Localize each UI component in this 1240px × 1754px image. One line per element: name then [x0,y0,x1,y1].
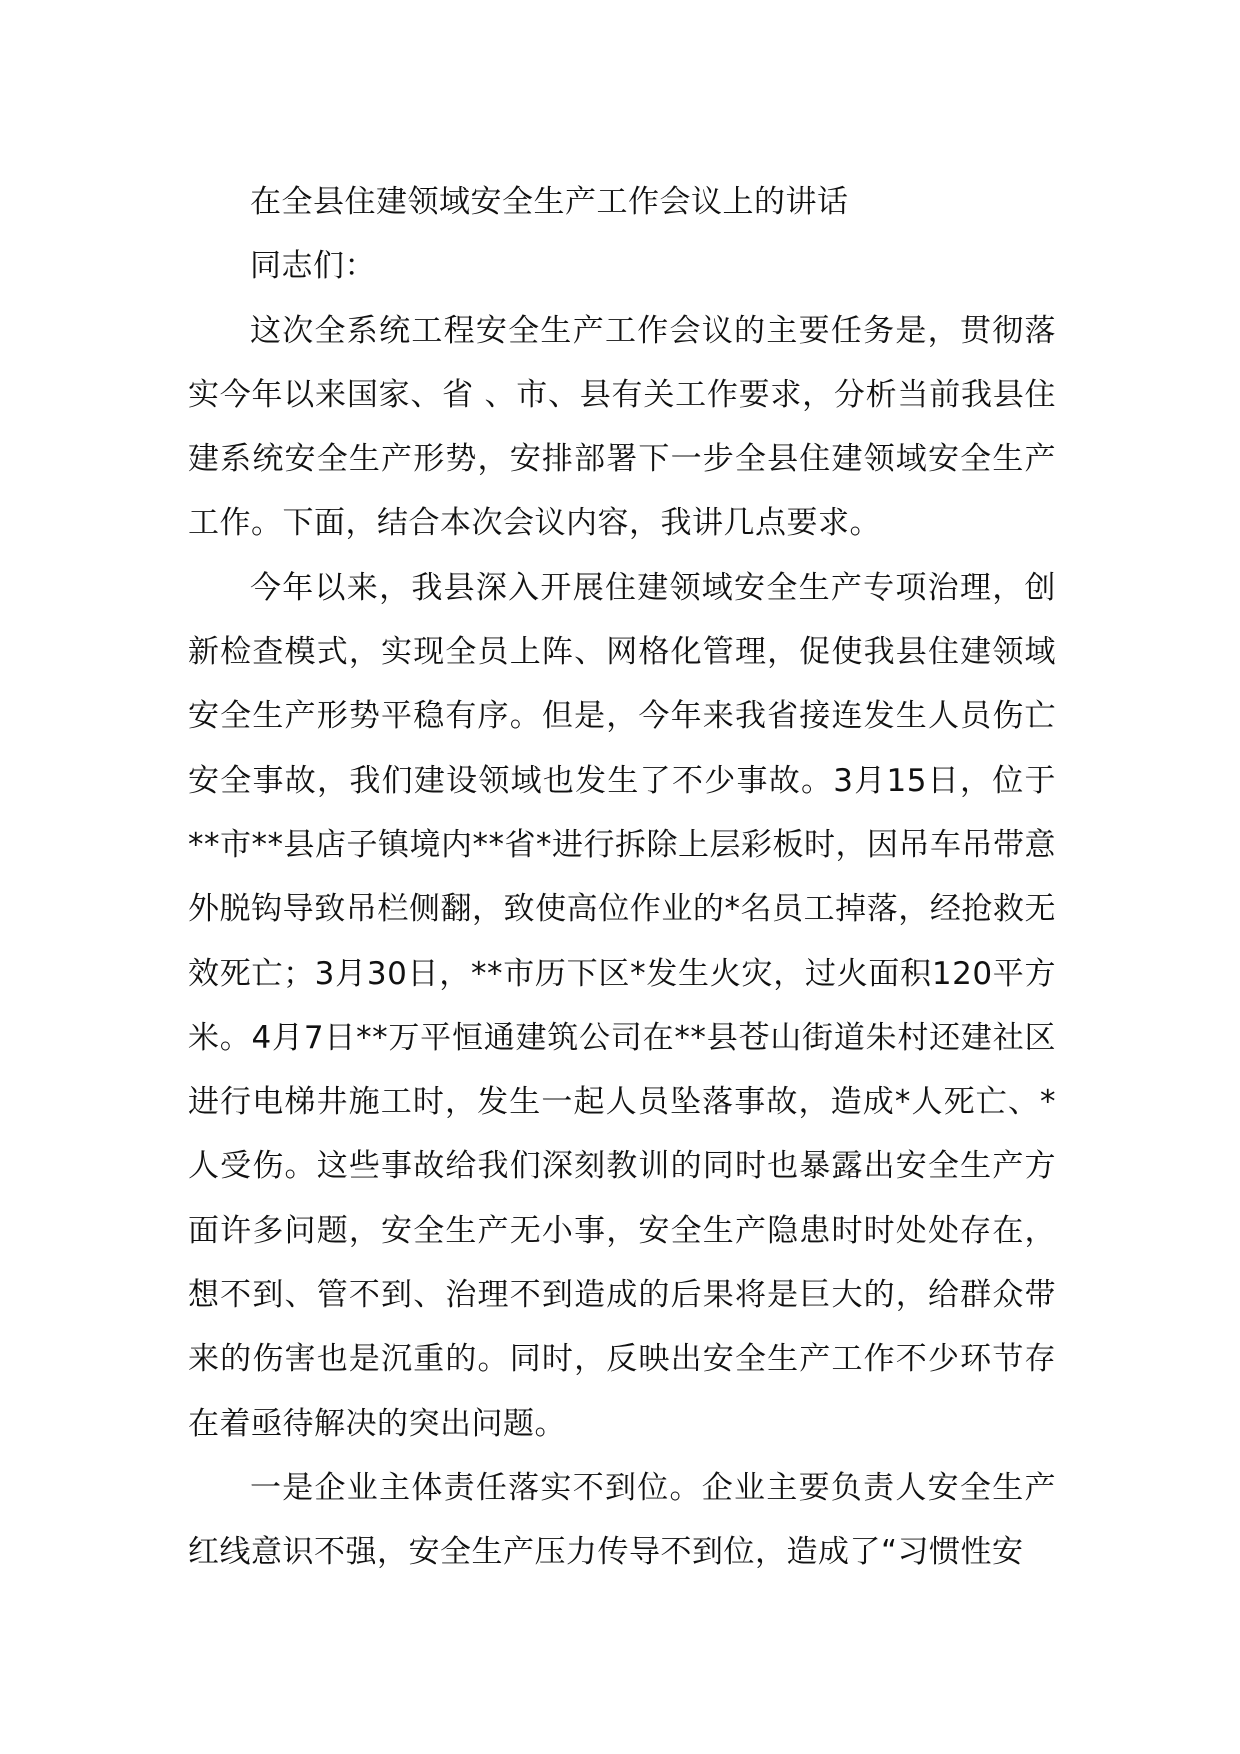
salutation: 同志们： [250,248,376,285]
document-title: 在全县住建领域安全生产工作会议上的讲话 [250,184,849,220]
document-body [188,170,1056,1585]
paragraph-problem-one: 一是企业主体责任落实不到位。企业主要负责人安全生产红线意识不强，安全生产压力传导不到位，造成了“习惯性安 [188,1469,1056,1571]
paragraph-situation: 今年以来，我县深入开展住建领域安全生产专项治理，创新检查模式，实现全员上阵、网格化管理，促使我县住建领域安全生产形势平稳有序。但是，今年来我省接连发生人员伤亡安全事故，我们建设领域也发生了不少事故。3月15日，位于**市**县店子镇境内**省*进行拆除上层彩板时，因吊车吊带意外脱钩导致吊栏侧翻，致使高位作业的*名员工掉落，经抢救无效死亡；3月30日，**市历下区*发生火灾，过火面积120平方米。4月7日**万平恒通建筑公司在**县苍山街道朱村还建社区进行电梯井施工时，发生一起人员坠落事故，造成*人死亡、*人受伤。这些事故给我们深刻教训的同时也暴露出安全生产方面许多问题，安全生产无小事，安全生产隐患时时处处存在，想不到、管不到、治理不到造成的后果将是巨大的，给群众带来的伤害也是沉重的。同时，反映出安全生产工作不少环节存在着亟待解决的突出问题。 [188,569,1056,1442]
paragraph-intro: 这次全系统工程安全生产工作会议的主要任务是，贯彻落实今年以来国家、省 、市、县有关工作要求，分析当前我县住建系统安全生产形势，安排部署下一步全县住建领域安全生产工作。下面，结合本次会议内容，我讲几点要求。 [188,312,1056,542]
